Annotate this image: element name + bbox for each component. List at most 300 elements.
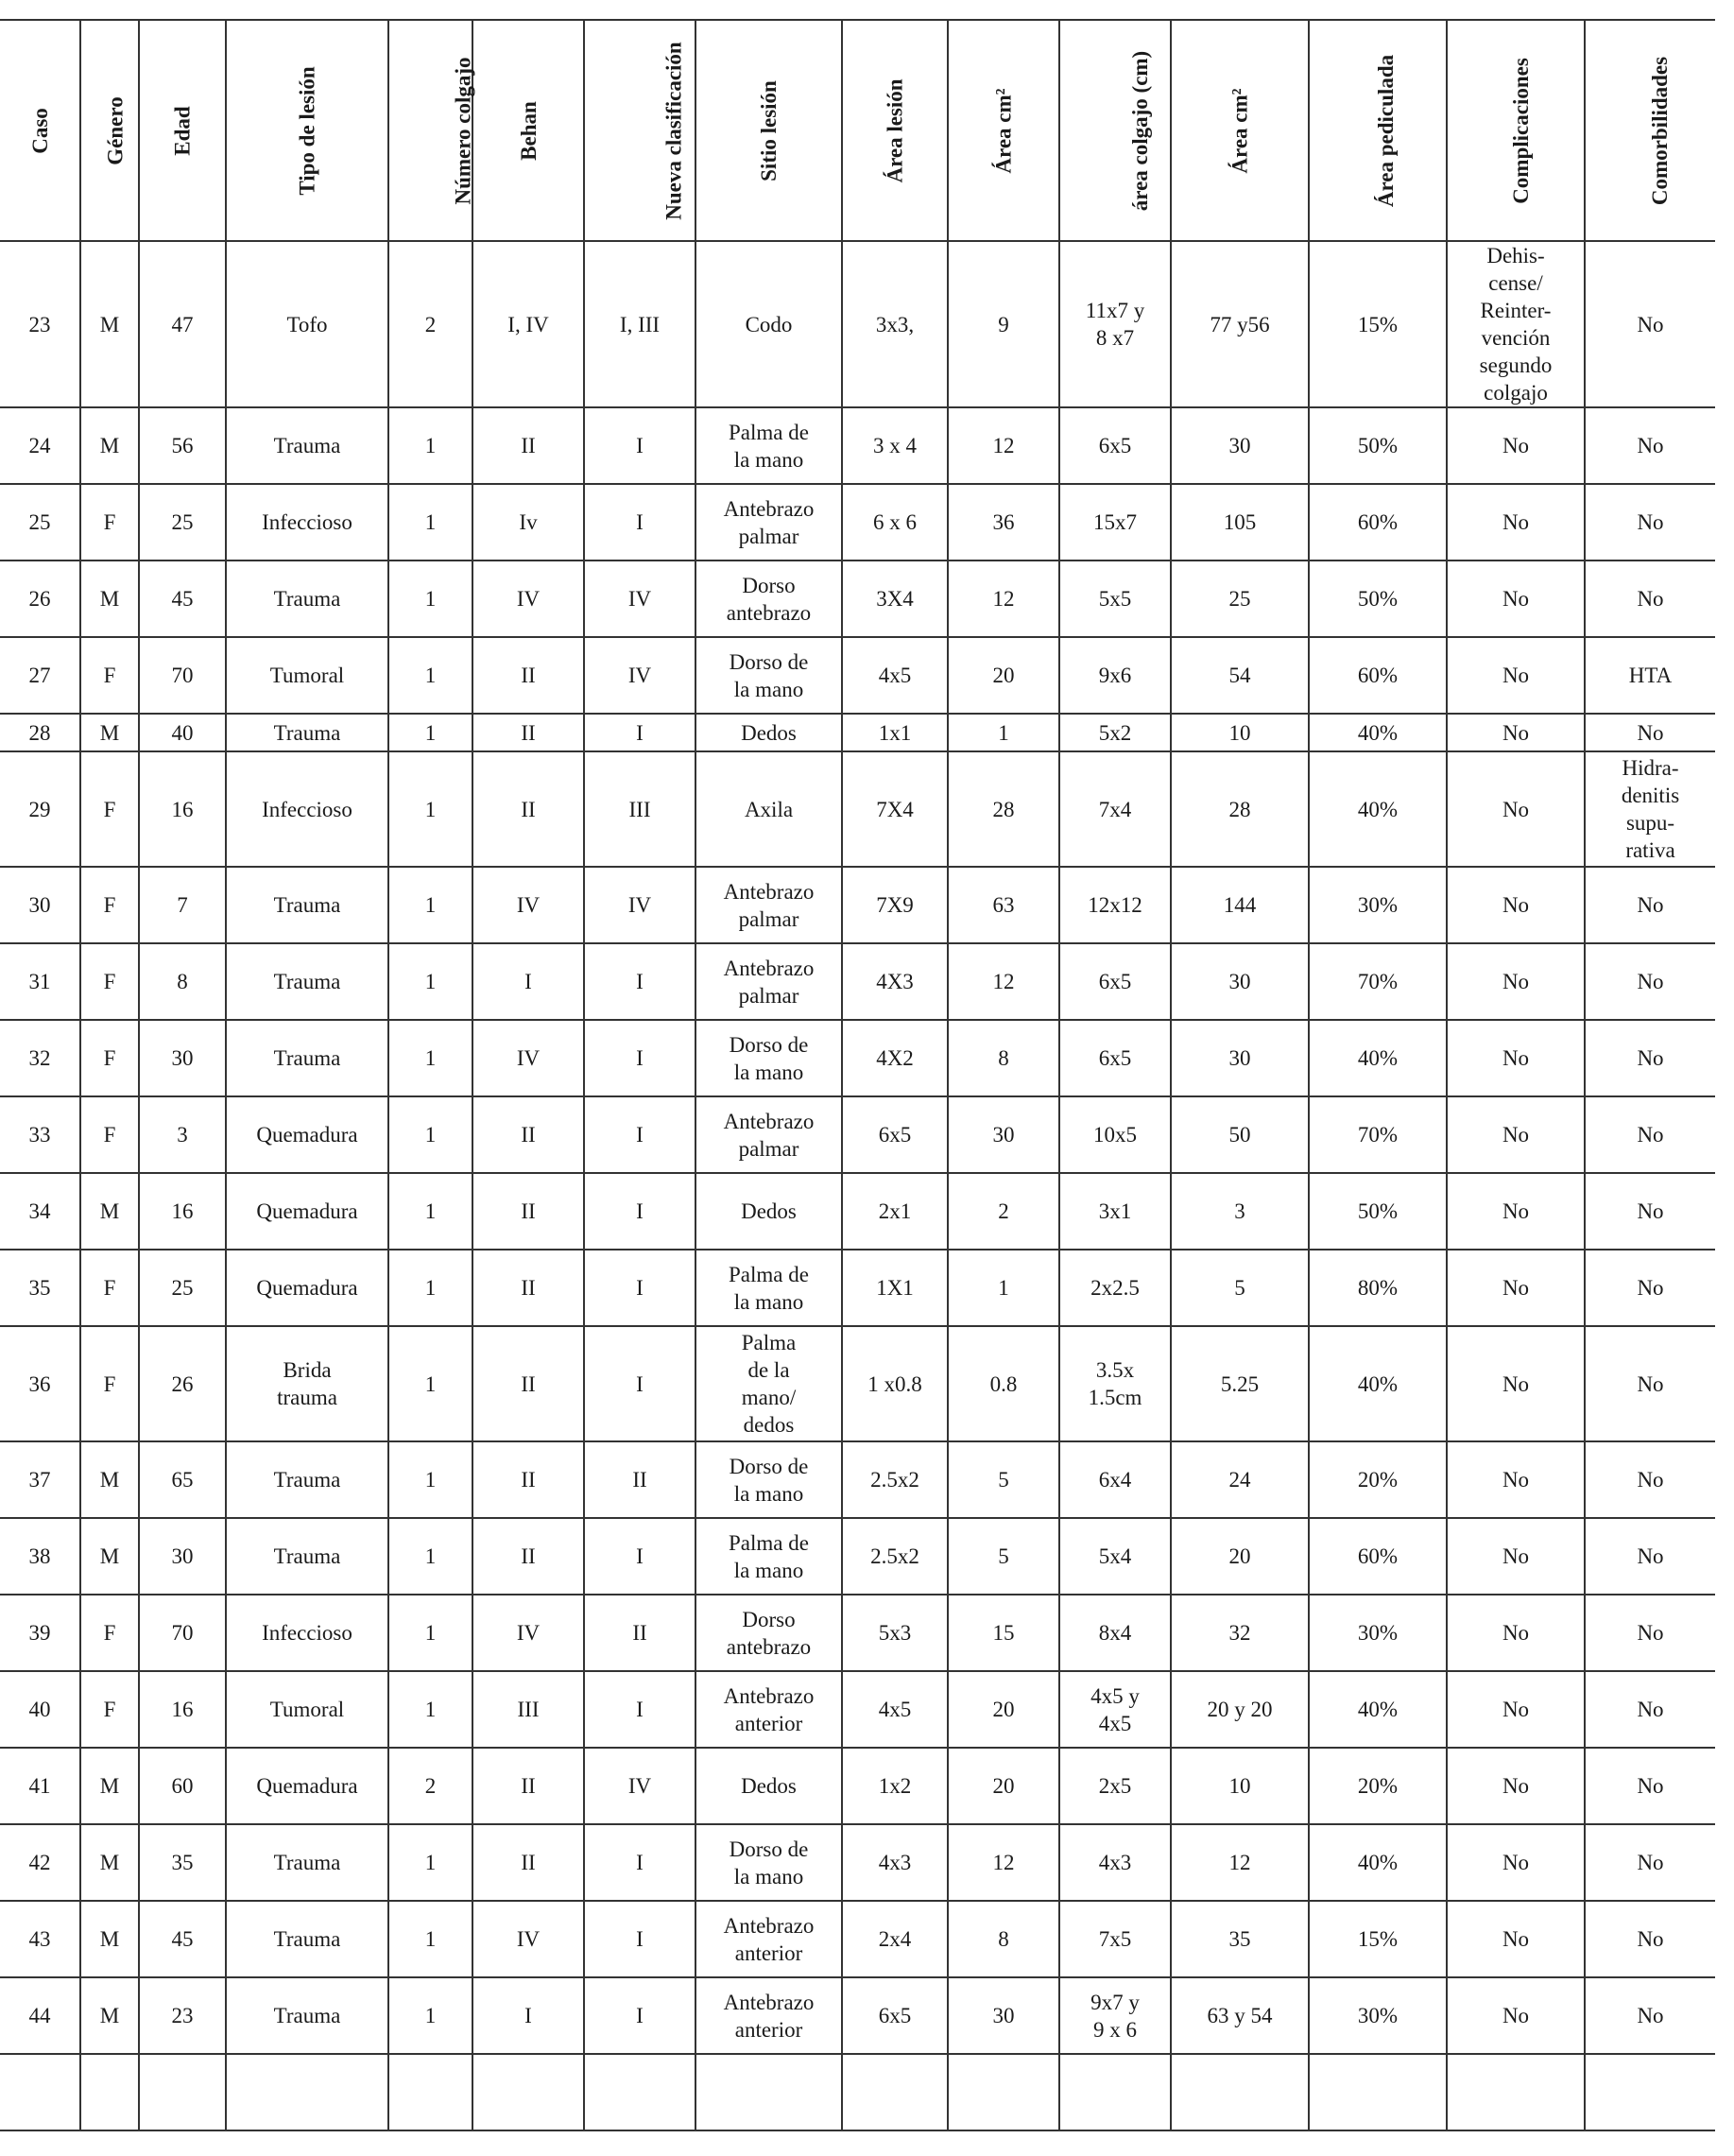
table-cell: 1	[388, 867, 472, 943]
column-header-label: Caso	[27, 107, 52, 154]
table-cell: 16	[139, 1671, 226, 1748]
table-cell: I, III	[584, 241, 695, 407]
table-cell: II	[472, 1824, 584, 1901]
table-cell: 60%	[1309, 484, 1447, 561]
column-header-label: Área pediculada	[1374, 54, 1399, 207]
table-cell: Brida trauma	[226, 1326, 388, 1441]
table-cell: 9	[948, 241, 1059, 407]
table-cell	[226, 2054, 388, 2130]
table-row	[0, 1901, 1715, 1977]
table-cell: IV	[472, 1020, 584, 1096]
table-cell: No	[1447, 1824, 1585, 1901]
table-cell: Codo	[695, 241, 842, 407]
table-cell: 6 x 6	[842, 484, 948, 561]
table-cell: III	[584, 751, 695, 867]
table-cell: IV	[584, 561, 695, 637]
table-cell: Dedos	[695, 1748, 842, 1824]
table-row	[0, 241, 1715, 407]
table-cell: No	[1585, 1671, 1715, 1748]
table-cell: 3	[139, 1096, 226, 1173]
table-cell: 1	[388, 1595, 472, 1671]
table-cell: 70%	[1309, 943, 1447, 1020]
table-cell: 20%	[1309, 1441, 1447, 1518]
table-row	[0, 1020, 1715, 1096]
table-cell: Infeccioso	[226, 1595, 388, 1671]
table-cell: IV	[584, 637, 695, 714]
table-cell: Axila	[695, 751, 842, 867]
table-cell: 30	[139, 1020, 226, 1096]
table-cell: 20 y 20	[1171, 1671, 1309, 1748]
table-cell: 7X9	[842, 867, 948, 943]
table-cell: 40%	[1309, 1020, 1447, 1096]
table-cell: 30	[1171, 943, 1309, 1020]
table-cell: 2	[388, 1748, 472, 1824]
table-cell: 2x5	[1059, 1748, 1171, 1824]
table-cell: II	[472, 637, 584, 714]
column-header	[1447, 20, 1585, 241]
table-cell: 2x1	[842, 1173, 948, 1250]
table-cell: M	[80, 1977, 139, 2054]
table-cell: Tofo	[226, 241, 388, 407]
table-cell: 29	[0, 751, 80, 867]
table-cell: 7x4	[1059, 751, 1171, 867]
table-row	[0, 751, 1715, 867]
table-cell: No	[1447, 1671, 1585, 1748]
table-cell: 40	[139, 714, 226, 751]
table-cell: 25	[139, 1250, 226, 1326]
table-cell: 7	[139, 867, 226, 943]
table-cell: 20%	[1309, 1748, 1447, 1824]
table-cell: 1	[388, 1518, 472, 1595]
table-cell: 5.25	[1171, 1326, 1309, 1441]
table-cell: Trauma	[226, 867, 388, 943]
table-cell: 8x4	[1059, 1595, 1171, 1671]
table-cell: F	[80, 751, 139, 867]
table-cell: 9x7 y 9 x 6	[1059, 1977, 1171, 2054]
table-cell: F	[80, 484, 139, 561]
table-cell: F	[80, 1326, 139, 1441]
table-cell: I	[584, 1020, 695, 1096]
table-cell: 27	[0, 637, 80, 714]
table-cell: Quemadura	[226, 1748, 388, 1824]
column-header	[472, 20, 584, 241]
table-cell: 44	[0, 1977, 80, 2054]
table-cell: IV	[472, 561, 584, 637]
table-cell: 41	[0, 1748, 80, 1824]
table-cell	[80, 2054, 139, 2130]
table-cell: No	[1447, 637, 1585, 714]
table-cell: 50	[1171, 1096, 1309, 1173]
table-cell: 42	[0, 1824, 80, 1901]
table-cell: 25	[1171, 561, 1309, 637]
table-cell: 30	[0, 867, 80, 943]
table-row	[0, 714, 1715, 751]
table-cell: No	[1585, 241, 1715, 407]
table-cell: 60	[139, 1748, 226, 1824]
table-cell: II	[472, 714, 584, 751]
table-row	[0, 561, 1715, 637]
table-cell: 70%	[1309, 1096, 1447, 1173]
table-cell: 1	[388, 943, 472, 1020]
table-cell	[388, 2054, 472, 2130]
table-cell: 1	[948, 714, 1059, 751]
table-cell: 2	[388, 241, 472, 407]
table-cell: I	[584, 1096, 695, 1173]
table-cell: I	[584, 1173, 695, 1250]
table-cell: 1	[948, 1250, 1059, 1326]
table-cell: I	[584, 943, 695, 1020]
table-cell: 15%	[1309, 1901, 1447, 1977]
table-cell	[948, 2054, 1059, 2130]
table-cell: I	[472, 943, 584, 1020]
table-cell: No	[1447, 714, 1585, 751]
table-cell: II	[472, 1441, 584, 1518]
table-cell: Dedos	[695, 714, 842, 751]
table-cell: 1	[388, 1250, 472, 1326]
column-header	[1171, 20, 1309, 241]
table-cell: 15x7	[1059, 484, 1171, 561]
table-cell: No	[1447, 484, 1585, 561]
column-header	[139, 20, 226, 241]
table-cell: F	[80, 1671, 139, 1748]
table-cell: 80%	[1309, 1250, 1447, 1326]
table-cell: No	[1585, 1173, 1715, 1250]
table-cell: 1X1	[842, 1250, 948, 1326]
table-cell: No	[1447, 561, 1585, 637]
table-cell: M	[80, 407, 139, 484]
table-cell: 25	[139, 484, 226, 561]
table-cell: 4X2	[842, 1020, 948, 1096]
table-cell: No	[1447, 1748, 1585, 1824]
table-cell: 37	[0, 1441, 80, 1518]
table-cell: F	[80, 637, 139, 714]
table-cell: 36	[948, 484, 1059, 561]
table-cell: 9x6	[1059, 637, 1171, 714]
table-cell: Quemadura	[226, 1173, 388, 1250]
table-row	[0, 407, 1715, 484]
table-cell: 1	[388, 751, 472, 867]
table-cell: F	[80, 1096, 139, 1173]
table-cell: No	[1447, 1326, 1585, 1441]
table-cell: Trauma	[226, 1824, 388, 1901]
table-row	[0, 1824, 1715, 1901]
table-cell: 45	[139, 561, 226, 637]
table-cell: 5x2	[1059, 714, 1171, 751]
table-cell: 5x4	[1059, 1518, 1171, 1595]
table-cell	[1059, 2054, 1171, 2130]
table-cell: I	[584, 1824, 695, 1901]
table-cell: Trauma	[226, 943, 388, 1020]
table-cell: 12	[948, 561, 1059, 637]
table-cell: 12	[948, 1824, 1059, 1901]
table-cell: 54	[1171, 637, 1309, 714]
column-header	[226, 20, 388, 241]
table-cell: 35	[0, 1250, 80, 1326]
table-cell: Trauma	[226, 1518, 388, 1595]
table-cell: Infeccioso	[226, 751, 388, 867]
column-header	[388, 20, 475, 241]
table-cell: 20	[948, 637, 1059, 714]
table-cell: M	[80, 1748, 139, 1824]
table-row	[0, 1977, 1715, 2054]
table-cell: II	[472, 751, 584, 867]
table-cell: Antebrazo anterior	[695, 1901, 842, 1977]
table-cell: 24	[1171, 1441, 1309, 1518]
table-cell: 31	[0, 943, 80, 1020]
table-cell: 2.5x2	[842, 1441, 948, 1518]
table-cell: 6x5	[842, 1096, 948, 1173]
table-cell: 1	[388, 1326, 472, 1441]
table-cell: No	[1585, 943, 1715, 1020]
table-cell: 24	[0, 407, 80, 484]
table-cell: Antebrazo anterior	[695, 1671, 842, 1748]
table-cell: No	[1447, 1096, 1585, 1173]
table-cell: 3x1	[1059, 1173, 1171, 1250]
table-cell: 50%	[1309, 1173, 1447, 1250]
table-cell: Iv	[472, 484, 584, 561]
table-cell: 3 x 4	[842, 407, 948, 484]
table-cell: No	[1585, 714, 1715, 751]
table-cell: 105	[1171, 484, 1309, 561]
table-cell: No	[1447, 943, 1585, 1020]
table-row	[0, 1595, 1715, 1671]
table-cell	[695, 2054, 842, 2130]
table-cell: No	[1447, 1173, 1585, 1250]
table-cell: I	[584, 714, 695, 751]
table-cell: I	[472, 1977, 584, 2054]
table-cell: 23	[139, 1977, 226, 2054]
column-header-label: Nueva clasificación	[661, 41, 686, 220]
table-cell: Trauma	[226, 407, 388, 484]
table-cell: No	[1585, 1977, 1715, 2054]
table-cell: 40	[0, 1671, 80, 1748]
table-row	[0, 1671, 1715, 1748]
table-cell: F	[80, 867, 139, 943]
table-row	[0, 484, 1715, 561]
table-cell: 60%	[1309, 637, 1447, 714]
table-cell: M	[80, 1518, 139, 1595]
table-cell: Infeccioso	[226, 484, 388, 561]
table-cell: No	[1585, 561, 1715, 637]
table-cell: 20	[948, 1748, 1059, 1824]
table-cell: 39	[0, 1595, 80, 1671]
column-header-label: área colgajo (cm)	[1128, 50, 1153, 211]
table-cell: No	[1585, 867, 1715, 943]
table-cell: F	[80, 1020, 139, 1096]
table-cell: Dehis- cense/ Reinter- vención segundo colgajo	[1447, 241, 1585, 407]
table-cell: No	[1585, 1824, 1715, 1901]
table-cell: 56	[139, 407, 226, 484]
table-cell: Trauma	[226, 1977, 388, 2054]
table-cell: Quemadura	[226, 1096, 388, 1173]
table-row	[0, 1518, 1715, 1595]
table-cell: 1	[388, 1441, 472, 1518]
table-cell: 47	[139, 241, 226, 407]
column-header-label: Sitio lesión	[757, 79, 781, 181]
table-cell: IV	[472, 1595, 584, 1671]
column-header-label: Edad	[170, 105, 195, 156]
table-cell: 12x12	[1059, 867, 1171, 943]
table-cell: 33	[0, 1096, 80, 1173]
table-cell: M	[80, 714, 139, 751]
column-header	[1309, 20, 1447, 241]
table-cell: 40%	[1309, 751, 1447, 867]
table-cell: 4x5	[842, 1671, 948, 1748]
table-cell: 26	[139, 1326, 226, 1441]
table-cell: Trauma	[226, 714, 388, 751]
table-cell: 15%	[1309, 241, 1447, 407]
table-cell: 1	[388, 484, 472, 561]
column-header	[695, 20, 842, 241]
table-cell: Antebrazo palmar	[695, 484, 842, 561]
table-cell: 4x5 y 4x5	[1059, 1671, 1171, 1748]
case-table	[0, 19, 1715, 2131]
table-cell: 1	[388, 714, 472, 751]
table-cell: Dorso antebrazo	[695, 561, 842, 637]
table-cell: 4x5	[842, 637, 948, 714]
table-cell: Antebrazo palmar	[695, 867, 842, 943]
table-cell	[139, 2054, 226, 2130]
table-row	[0, 867, 1715, 943]
table-cell: II	[472, 407, 584, 484]
column-header	[842, 20, 948, 241]
table-cell: 15	[948, 1595, 1059, 1671]
table-cell: 3.5x 1.5cm	[1059, 1326, 1171, 1441]
table-cell: No	[1447, 1020, 1585, 1096]
table-cell: 32	[1171, 1595, 1309, 1671]
table-cell: 40%	[1309, 714, 1447, 751]
table-cell: 1	[388, 1977, 472, 2054]
table-cell: 28	[948, 751, 1059, 867]
table-cell: Dorso de la mano	[695, 1020, 842, 1096]
column-header	[584, 20, 695, 241]
table-cell: 8	[948, 1020, 1059, 1096]
table-cell: Dorso de la mano	[695, 637, 842, 714]
table-cell: M	[80, 1441, 139, 1518]
table-cell	[842, 2054, 948, 2130]
table-cell: Antebrazo palmar	[695, 943, 842, 1020]
table-cell: 2.5x2	[842, 1518, 948, 1595]
table-cell: No	[1447, 1595, 1585, 1671]
table-cell: 40%	[1309, 1824, 1447, 1901]
table-cell: II	[472, 1173, 584, 1250]
table-cell: 50%	[1309, 561, 1447, 637]
table-cell: 36	[0, 1326, 80, 1441]
table-cell: HTA	[1585, 637, 1715, 714]
table-cell: M	[80, 1173, 139, 1250]
table-cell: No	[1447, 1250, 1585, 1326]
table-cell: No	[1447, 1441, 1585, 1518]
table-cell: No	[1585, 484, 1715, 561]
table-cell: 1	[388, 1096, 472, 1173]
table-cell: IV	[584, 867, 695, 943]
table-cell: 63	[948, 867, 1059, 943]
table-cell: 40%	[1309, 1671, 1447, 1748]
table-cell: 6x5	[1059, 943, 1171, 1020]
table-cell: Tumoral	[226, 637, 388, 714]
table-cell: 4x3	[842, 1824, 948, 1901]
table-cell: No	[1585, 1901, 1715, 1977]
table-cell: M	[80, 561, 139, 637]
table-cell: 60%	[1309, 1518, 1447, 1595]
table-cell: II	[472, 1326, 584, 1441]
table-cell: 1	[388, 561, 472, 637]
table-cell: II	[472, 1096, 584, 1173]
table-cell: 30%	[1309, 1977, 1447, 2054]
table-cell: 144	[1171, 867, 1309, 943]
column-header	[1585, 20, 1715, 241]
column-header-label: Área cm²	[1228, 87, 1252, 174]
table-cell: 63 y 54	[1171, 1977, 1309, 2054]
table-cell: No	[1447, 867, 1585, 943]
table-cell: F	[80, 1250, 139, 1326]
table-cell: 30%	[1309, 1595, 1447, 1671]
column-header-label: Behan	[516, 100, 541, 161]
table-row	[0, 1326, 1715, 1441]
table-cell: No	[1585, 1096, 1715, 1173]
table-cell: 30	[139, 1518, 226, 1595]
table-cell: 4X3	[842, 943, 948, 1020]
column-header-label: Comorbilidades	[1648, 56, 1673, 205]
table-cell: No	[1447, 1977, 1585, 2054]
table-cell: 65	[139, 1441, 226, 1518]
column-header	[80, 20, 139, 241]
table-cell: Palma de la mano/ dedos	[695, 1326, 842, 1441]
table-cell: 34	[0, 1173, 80, 1250]
table-cell: Antebrazo anterior	[695, 1977, 842, 2054]
table-cell: 1	[388, 1824, 472, 1901]
table-cell: 1	[388, 637, 472, 714]
table-cell: 1	[388, 1901, 472, 1977]
table-row	[0, 1441, 1715, 1518]
table-cell: 2	[948, 1173, 1059, 1250]
table-cell: 28	[0, 714, 80, 751]
table-row	[0, 943, 1715, 1020]
table-cell: II	[472, 1748, 584, 1824]
column-header-label: Tipo de lesión	[295, 65, 319, 196]
table-cell: Trauma	[226, 561, 388, 637]
table-cell: 1x2	[842, 1748, 948, 1824]
table-cell: 5x5	[1059, 561, 1171, 637]
table-cell	[472, 2054, 584, 2130]
table-cell: 23	[0, 241, 80, 407]
table-cell: I	[584, 407, 695, 484]
table-cell: 5	[948, 1518, 1059, 1595]
table-cell: 70	[139, 637, 226, 714]
table-cell: II	[584, 1595, 695, 1671]
table-cell: 30	[948, 1096, 1059, 1173]
table-cell: 30%	[1309, 867, 1447, 943]
table-cell	[0, 2054, 80, 2130]
table-cell: I	[584, 1977, 695, 2054]
table-cell: 0.8	[948, 1326, 1059, 1441]
table-cell	[584, 2054, 695, 2130]
table-cell	[1309, 2054, 1447, 2130]
column-header-label: Género	[103, 95, 128, 165]
table-cell: M	[80, 1901, 139, 1977]
table-cell: I	[584, 1901, 695, 1977]
table-cell: No	[1585, 1326, 1715, 1441]
table-row	[0, 1250, 1715, 1326]
table-cell: 35	[1171, 1901, 1309, 1977]
table-cell: Dorso de la mano	[695, 1441, 842, 1518]
table-cell	[1585, 2054, 1715, 2130]
table-cell: 6x5	[1059, 407, 1171, 484]
table-cell: II	[472, 1518, 584, 1595]
table-row	[0, 1748, 1715, 1824]
column-header-label: Área cm²	[991, 87, 1016, 174]
table-cell: Dedos	[695, 1173, 842, 1250]
